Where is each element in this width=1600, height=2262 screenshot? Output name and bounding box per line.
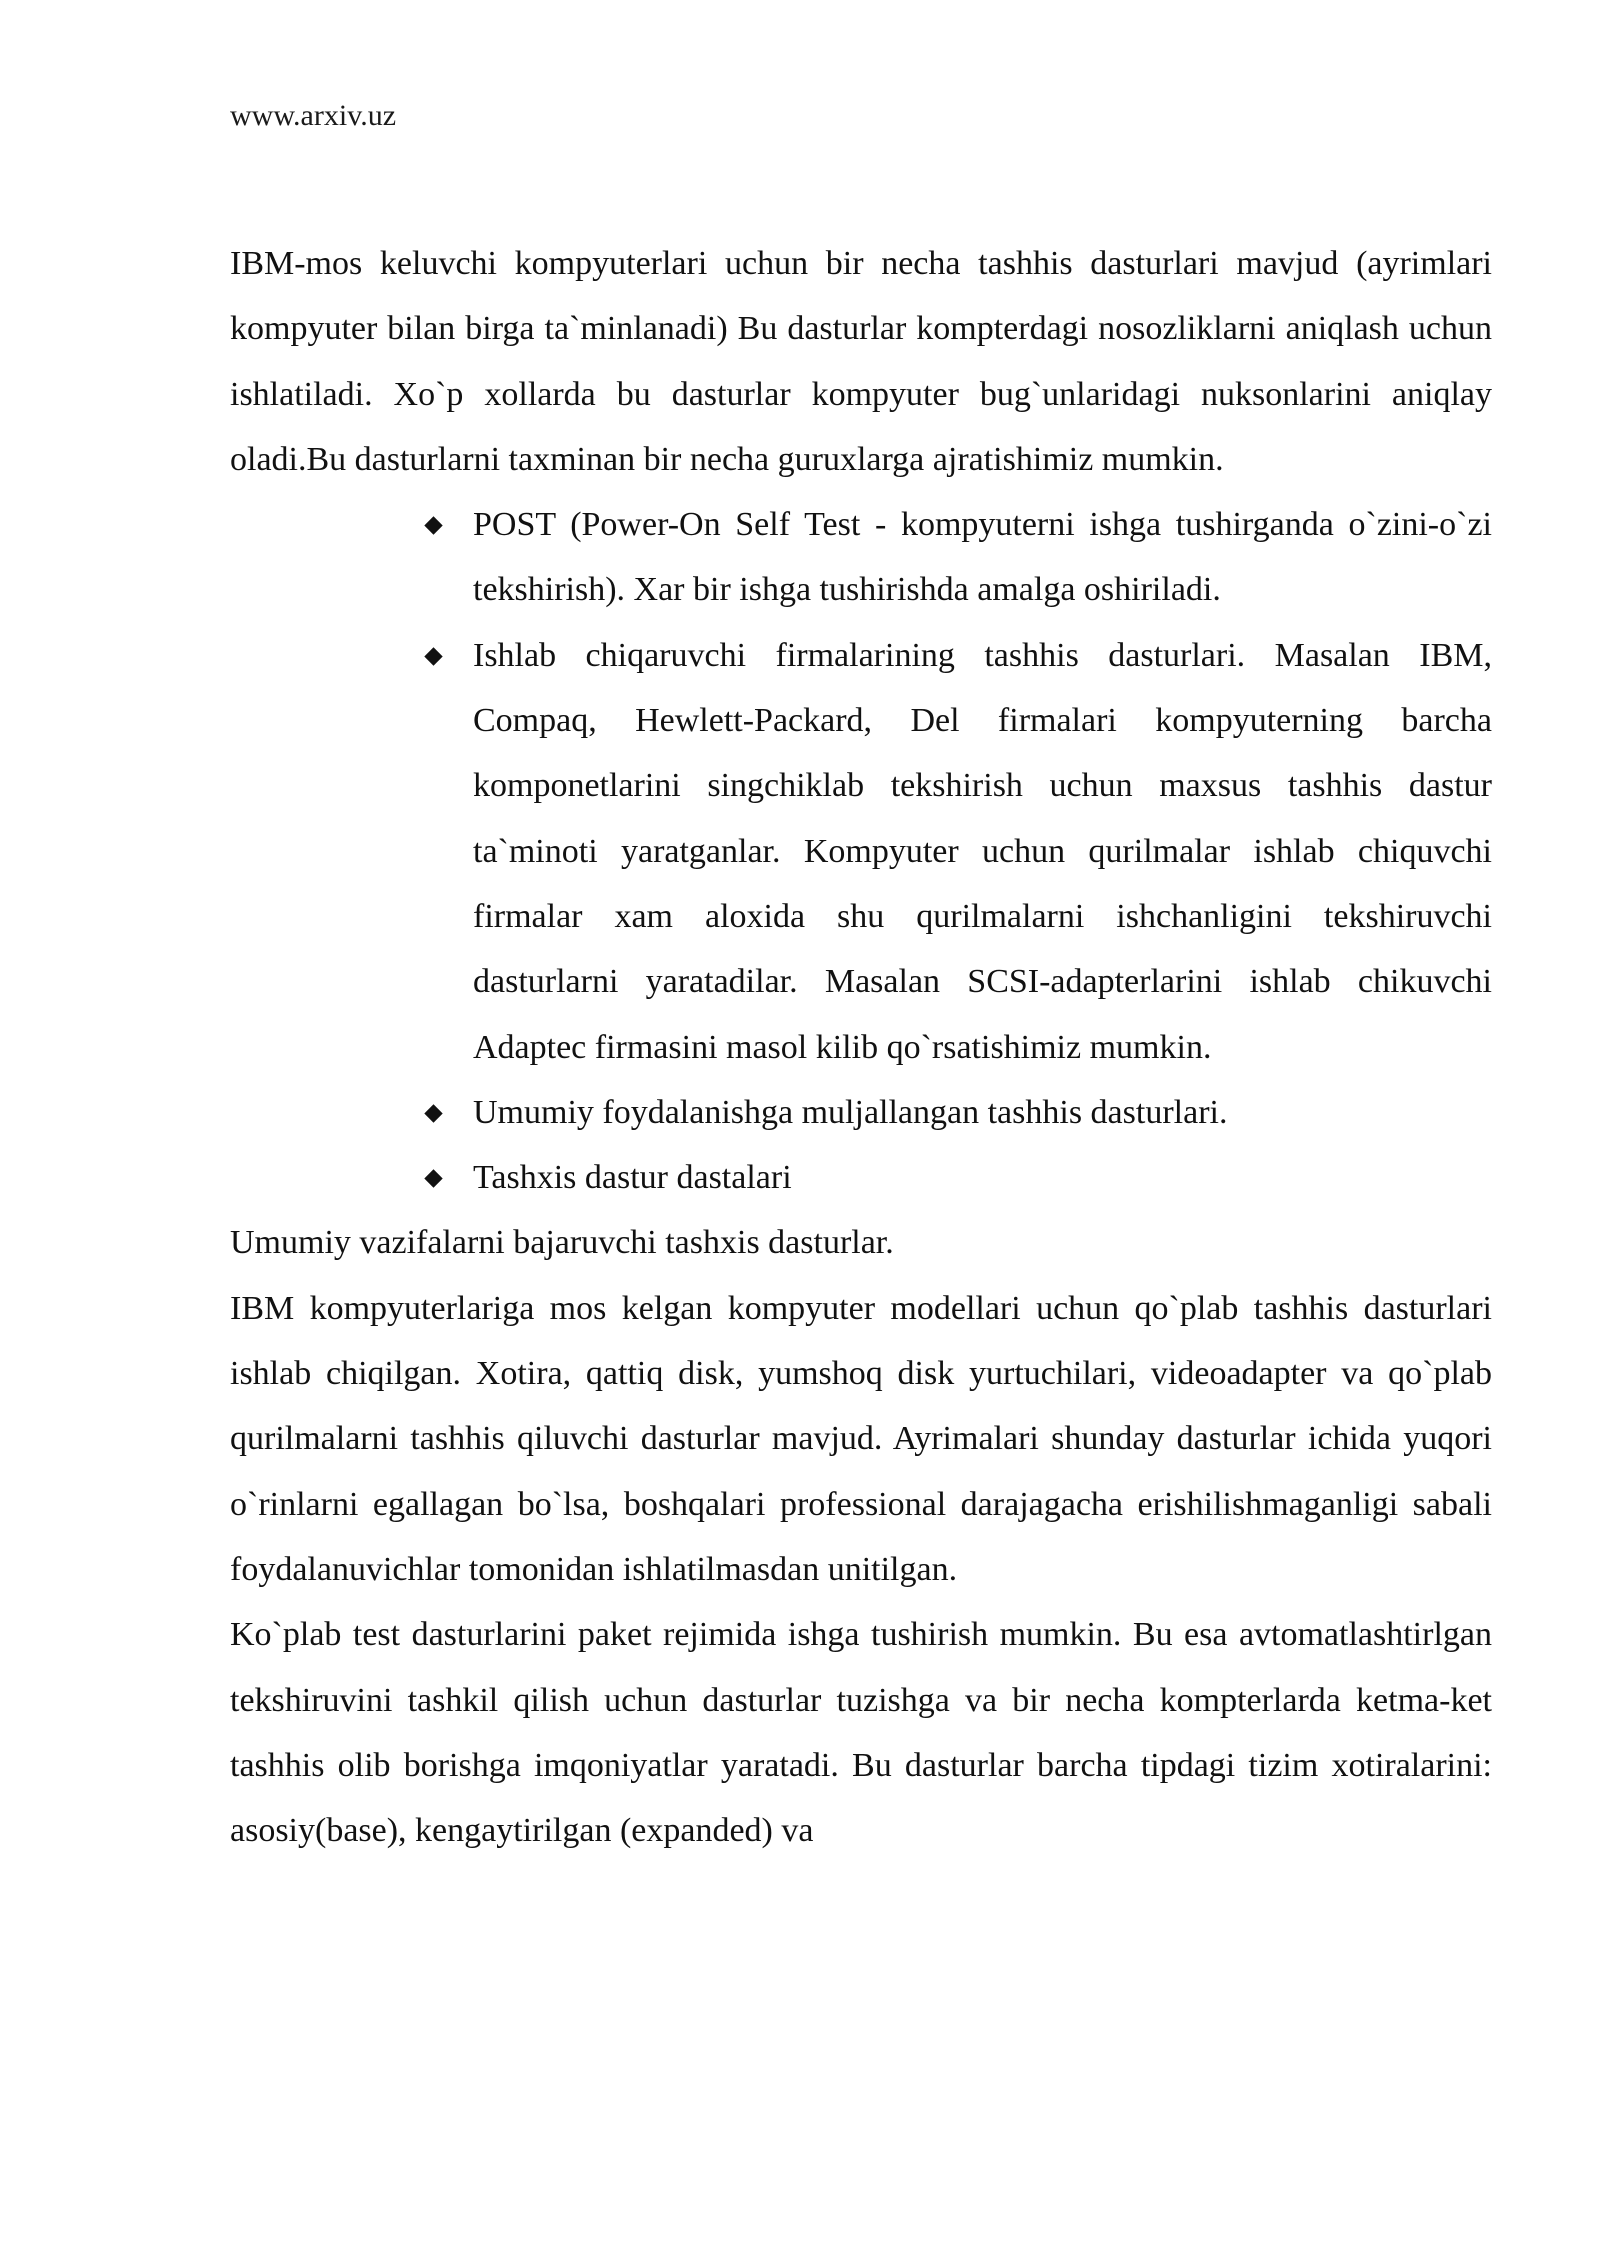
diamond-bullet-icon [422,492,446,557]
list-item-text: Tashxis dastur dastalari [473,1159,792,1197]
list-item [473,492,1492,623]
diamond-bullet-icon [422,623,446,688]
list-item-text: Umumiy foydalanishga muljallangan tashhis dasturlari. [473,1093,1228,1131]
diamond-bullet-icon [422,1145,446,1210]
body-paragraph: Ko`plab test dasturlarini paket rejimida ishga tushirish mumkin. Bu esa avtomatlashtirlgan tekshiruvini tashkil qilish uchun dasturlar tuzishga va bir necha kompterlarda ketma-ket tashhis olib borishga imqoniyatlar yaratadi. Bu dasturlar barcha tipdagi tizim xotiralarini: asosiy(base), kengaytirilgan (expanded) va [230,1616,1492,1850]
diamond-bullet-icon [422,1080,446,1145]
bullet-list [230,492,1492,1210]
list-item [473,623,1492,1080]
list-item-text: POST (Power-On Self Test - kompyuterni ishga tushirganda o`zini-o`zi tekshirish). Xar bir ishga tushirishda amalga oshiriladi. [473,506,1492,609]
list-item [473,1080,1492,1145]
list-item [473,1145,1492,1210]
section-subheading: Umumiy vazifalarni bajaruvchi tashxis dasturlar. [230,1224,894,1262]
document-body [230,231,1492,1863]
intro-paragraph: IBM-mos keluvchi kompyuterlari uchun bir necha tashhis dasturlari mavjud (ayrimlari kompyuter bilan birga ta`minlanadi) Bu dasturlar kompterdagi nosozliklarni aniqlash uchun ishlatiladi. Xo`p xollarda bu dasturlar kompyuter bug`unlaridagi nuksonlarini aniqlay oladi.Bu dasturlarni taxminan bir necha guruxlarga ajratishimiz mumkin. [230,245,1492,478]
list-item-text: Ishlab chiqaruvchi firmalarining tashhis dasturlari. Masalan IBM, Compaq, Hewlett-Packard, Del firmalari kompyuterning barcha komponetlarini singchiklab tekshirish uchun maxsus tashhis dastur ta`minoti yaratganlar. Kompyuter uchun qurilmalar ishlab chiquvchi firmalar xam aloxida shu qurilmalarni ishchanligini tekshiruvchi dasturlarni yaratadilar. Masalan SCSI-adapterlarini ishlab chikuvchi Adaptec firmasini masol kilib qo`rsatishimiz mumkin. [473,636,1492,1066]
site-header: www.arxiv.uz [230,99,397,132]
body-paragraph: IBM kompyuterlariga mos kelgan kompyuter modellari uchun qo`plab tashhis dasturlari ishlab chiqilgan. Xotira, qattiq disk, yumshoq disk yurtuchilari, videoadapter va qo`plab qurilmalarni tashhis qiluvchi dasturlar mavjud. Ayrimalari shunday dasturlar ichida yuqori o`rinlarni egallagan bo`lsa, boshqalari professional darajagacha erishilishmaganligi sabali foydalanuvichlar tomonidan ishlatilmasdan unitilgan. [230,1289,1492,1588]
